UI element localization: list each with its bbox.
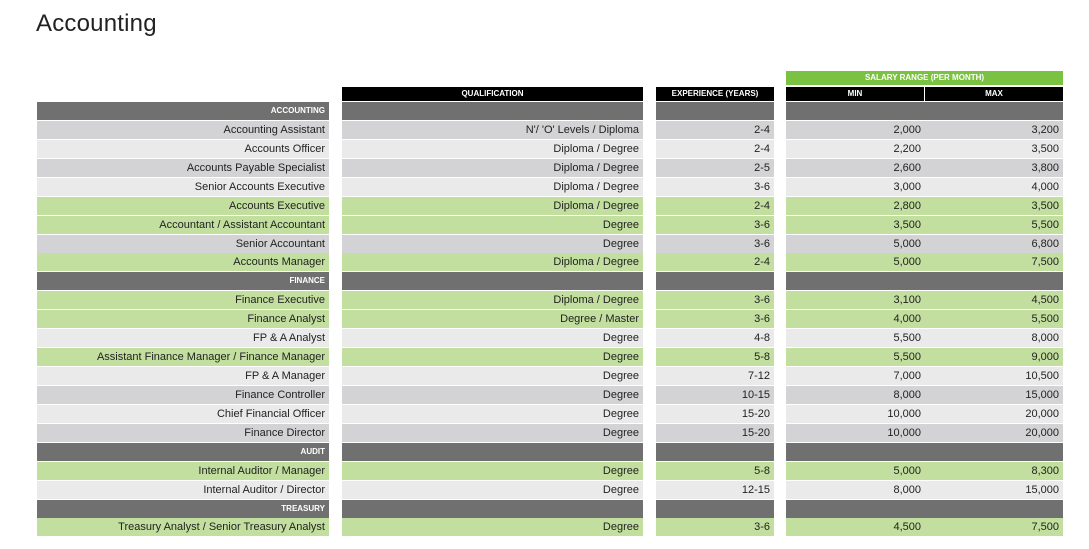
experience-years: 3-6 — [656, 291, 774, 309]
experience-years: 3-6 — [656, 518, 774, 536]
table-row — [0, 462, 1089, 480]
section-blank — [786, 102, 925, 120]
section-blank — [925, 272, 1063, 290]
table-row — [0, 310, 1089, 328]
section-blank — [786, 272, 925, 290]
qualification: Degree — [342, 462, 643, 480]
table-row — [0, 197, 1089, 215]
table-row — [0, 348, 1089, 366]
qualification: Degree — [342, 216, 643, 234]
salary-max: 5,500 — [925, 216, 1063, 234]
qualification: Diploma / Degree — [342, 197, 643, 215]
qualification: Degree — [342, 348, 643, 366]
job-title: Accounting Assistant — [37, 121, 329, 139]
qualification: Diploma / Degree — [342, 159, 643, 177]
salary-max: 20,000 — [925, 405, 1063, 423]
max-header: MAX — [925, 87, 1063, 101]
table-row — [0, 159, 1089, 177]
salary-max: 15,000 — [925, 386, 1063, 404]
experience-years: 5-8 — [656, 462, 774, 480]
salary-min: 4,500 — [786, 518, 925, 536]
section-blank — [656, 102, 774, 120]
job-title: FP & A Analyst — [37, 329, 329, 347]
job-title: Treasury Analyst / Senior Treasury Analyst — [37, 518, 329, 536]
table-row — [0, 291, 1089, 309]
salary-max: 4,500 — [925, 291, 1063, 309]
job-title: Finance Executive — [37, 291, 329, 309]
experience-years: 2-4 — [656, 253, 774, 271]
salary-min: 10,000 — [786, 405, 925, 423]
table-row — [0, 405, 1089, 423]
section-blank — [342, 443, 643, 461]
salary-max: 7,500 — [925, 518, 1063, 536]
section-blank — [925, 500, 1063, 518]
salary-min: 4,000 — [786, 310, 925, 328]
job-title: Accountant / Assistant Accountant — [37, 216, 329, 234]
salary-max: 3,200 — [925, 121, 1063, 139]
job-title: Internal Auditor / Manager — [37, 462, 329, 480]
qualification: Degree — [342, 481, 643, 499]
salary-min: 2,800 — [786, 197, 925, 215]
job-title: Finance Director — [37, 424, 329, 442]
section-blank — [656, 443, 774, 461]
experience-years: 7-12 — [656, 367, 774, 385]
salary-max: 3,500 — [925, 140, 1063, 158]
experience-years: 10-15 — [656, 386, 774, 404]
qualification-header: QUALIFICATION — [342, 87, 643, 101]
qualification: Degree — [342, 329, 643, 347]
qualification: Degree — [342, 235, 643, 253]
table-row — [0, 235, 1089, 253]
experience-years: 3-6 — [656, 178, 774, 196]
page-title: Accounting — [36, 10, 157, 37]
salary-max: 8,000 — [925, 329, 1063, 347]
salary-max: 7,500 — [925, 253, 1063, 271]
section-header-row — [0, 102, 1089, 120]
qualification: Degree — [342, 405, 643, 423]
table-row — [0, 253, 1089, 271]
section-header-row — [0, 272, 1089, 290]
experience-years: 4-8 — [656, 329, 774, 347]
job-title: Accounts Officer — [37, 140, 329, 158]
section-blank — [925, 443, 1063, 461]
section-title: TREASURY — [37, 500, 329, 518]
table-row — [0, 121, 1089, 139]
salary-max: 3,500 — [925, 197, 1063, 215]
qualification: Diploma / Degree — [342, 291, 643, 309]
salary-min: 3,000 — [786, 178, 925, 196]
salary-min: 2,200 — [786, 140, 925, 158]
job-title: Senior Accounts Executive — [37, 178, 329, 196]
experience-years: 12-15 — [656, 481, 774, 499]
salary-max: 10,500 — [925, 367, 1063, 385]
job-title: Accounts Executive — [37, 197, 329, 215]
table-row — [0, 481, 1089, 499]
experience-header: EXPERIENCE (YEARS) — [656, 87, 774, 101]
table-row — [0, 329, 1089, 347]
salary-min: 3,100 — [786, 291, 925, 309]
section-blank — [786, 443, 925, 461]
salary-max: 3,800 — [925, 159, 1063, 177]
section-header-row — [0, 443, 1089, 461]
salary-min: 7,000 — [786, 367, 925, 385]
table-row — [0, 424, 1089, 442]
salary-max: 6,800 — [925, 235, 1063, 253]
job-title: Internal Auditor / Director — [37, 481, 329, 499]
section-blank — [786, 500, 925, 518]
experience-years: 2-4 — [656, 140, 774, 158]
salary-max: 9,000 — [925, 348, 1063, 366]
qualification: Degree — [342, 518, 643, 536]
experience-years: 15-20 — [656, 405, 774, 423]
section-title: FINANCE — [37, 272, 329, 290]
qualification: Diploma / Degree — [342, 178, 643, 196]
experience-years: 3-6 — [656, 310, 774, 328]
job-title: Chief Financial Officer — [37, 405, 329, 423]
salary-max: 8,300 — [925, 462, 1063, 480]
experience-years: 2-4 — [656, 121, 774, 139]
experience-years: 15-20 — [656, 424, 774, 442]
salary-max: 15,000 — [925, 481, 1063, 499]
salary-min: 5,000 — [786, 253, 925, 271]
salary-min: 2,600 — [786, 159, 925, 177]
table-row — [0, 178, 1089, 196]
salary-range-header: SALARY RANGE (PER MONTH) — [786, 71, 1063, 85]
experience-years: 5-8 — [656, 348, 774, 366]
salary-min: 5,500 — [786, 329, 925, 347]
qualification: Degree — [342, 367, 643, 385]
section-blank — [342, 500, 643, 518]
section-title: ACCOUNTING — [37, 102, 329, 120]
experience-years: 3-6 — [656, 235, 774, 253]
salary-min: 8,000 — [786, 386, 925, 404]
salary-max: 5,500 — [925, 310, 1063, 328]
salary-min: 2,000 — [786, 121, 925, 139]
table-row — [0, 140, 1089, 158]
salary-max: 4,000 — [925, 178, 1063, 196]
job-title: Senior Accountant — [37, 235, 329, 253]
qualification: Diploma / Degree — [342, 140, 643, 158]
section-header-row — [0, 500, 1089, 518]
table-row — [0, 386, 1089, 404]
salary-min: 5,500 — [786, 348, 925, 366]
qualification: Degree — [342, 424, 643, 442]
job-title: Assistant Finance Manager / Finance Manager — [37, 348, 329, 366]
experience-years: 3-6 — [656, 216, 774, 234]
salary-min: 5,000 — [786, 462, 925, 480]
experience-years: 2-4 — [656, 197, 774, 215]
job-title: Finance Controller — [37, 386, 329, 404]
table-row — [0, 216, 1089, 234]
salary-min: 8,000 — [786, 481, 925, 499]
section-blank — [925, 102, 1063, 120]
salary-max: 20,000 — [925, 424, 1063, 442]
section-title: AUDIT — [37, 443, 329, 461]
job-title: FP & A Manager — [37, 367, 329, 385]
qualification: N'/ 'O' Levels / Diploma — [342, 121, 643, 139]
min-header: MIN — [786, 87, 924, 101]
job-title: Accounts Manager — [37, 253, 329, 271]
job-title: Accounts Payable Specialist — [37, 159, 329, 177]
salary-min: 3,500 — [786, 216, 925, 234]
salary-min: 5,000 — [786, 235, 925, 253]
experience-years: 2-5 — [656, 159, 774, 177]
salary-min: 10,000 — [786, 424, 925, 442]
qualification: Degree — [342, 386, 643, 404]
table-row — [0, 518, 1089, 536]
qualification: Diploma / Degree — [342, 253, 643, 271]
section-blank — [342, 272, 643, 290]
section-blank — [342, 102, 643, 120]
job-title: Finance Analyst — [37, 310, 329, 328]
section-blank — [656, 272, 774, 290]
qualification: Degree / Master — [342, 310, 643, 328]
section-blank — [656, 500, 774, 518]
table-row — [0, 367, 1089, 385]
